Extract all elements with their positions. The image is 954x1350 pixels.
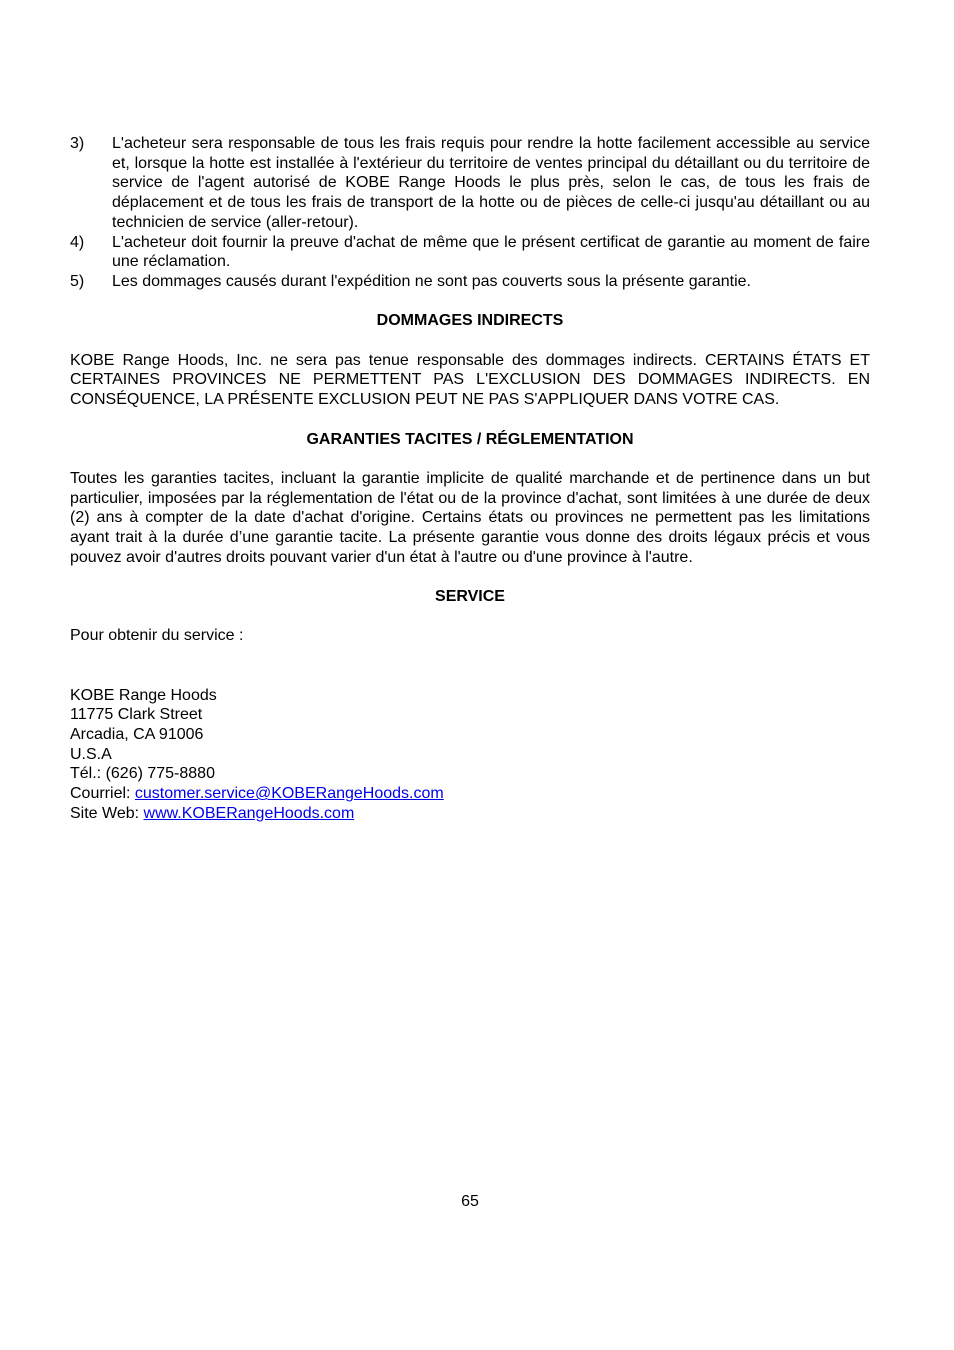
list-item-3 [70, 134, 870, 233]
contact-company: KOBE Range Hoods [70, 686, 217, 704]
contact-city: Arcadia, CA 91006 [70, 725, 204, 743]
contact-street: 11775 Clark Street [70, 706, 203, 724]
paragraph-indirect-damages: KOBE Range Hoods, Inc. ne sera pas tenue responsable des dommages indirects. CERTAINS ÉTATS ET CERTAINES PROVINCES NE PERMETTENT PAS L'EXCLUSION DES DOMMAGES INDIRECTS. EN CONSÉQUENCE, LA PRÉSENTE EXCLUSION PEUT NE PAS S'APPLIQUER DANS VOTRE CAS. [70, 351, 870, 409]
service-intro: Pour obtenir du service : [70, 627, 244, 645]
contact-email-line [70, 784, 870, 804]
document-page [70, 134, 870, 824]
email-link[interactable]: customer.service@KOBERangeHoods.com [134, 785, 444, 803]
heading-indirect-damages: DOMMAGES INDIRECTS [376, 312, 564, 330]
web-label: Site Web: [70, 804, 144, 822]
list-number: 5) [70, 272, 85, 290]
email-label: Courriel: [70, 785, 135, 803]
list-text: L'acheteur sera responsable de tous les frais requis pour rendre la hotte facilement accessible au service et, lorsque la hotte est installée à l'extérieur du territoire de ventes principal du détaillant ou du territoire de service de l'agent autorisé de KOBE Range Hoods le plus près, selon le cas, de tous les frais de déplacement et de tous les frais de transport de la hotte ou de pièces de celle-ci jusqu'au détaillant ou au technicien de service (aller-retour). [112, 135, 870, 231]
contact-country: U.S.A [70, 745, 112, 763]
list-text: L'acheteur doit fournir la preuve d'achat de même que le présent certificat de garantie au moment de faire une réclamation. [112, 233, 870, 271]
paragraph-implied-warranties: Toutes les garanties tacites, incluant la garantie implicite de qualité marchande et de pertinence dans un but particulier, imposées par la réglementation de l'état ou de la province d'achat, sont limitées à une durée de deux (2) ans à compter de la date d'achat d'origine. Certains états ou provinces ne permettent pas les limitations ayant trait à la durée d’une garantie tacite. La présente garantie vous donne des droits légaux précis et vous pouvez avoir d'autres droits pouvant varier d'un état à l'autre ou d'une province à l'autre. [70, 469, 870, 566]
heading-service: SERVICE [435, 588, 505, 606]
website-link[interactable]: www.KOBERangeHoods.com [143, 804, 355, 822]
list-number: 3) [70, 135, 85, 152]
list-item-4 [70, 233, 870, 272]
page-number: 65 [461, 1193, 479, 1210]
list-number: 4) [70, 233, 85, 251]
list-text: Les dommages causés durant l'expédition ne sont pas couverts sous la présente garantie. [112, 272, 751, 290]
contact-web-line [70, 804, 870, 824]
contact-block [70, 686, 870, 824]
list-item-5 [70, 272, 870, 292]
contact-phone: Tél.: (626) 775-8880 [70, 765, 215, 783]
heading-implied-warranties: GARANTIES TACITES / RÉGLEMENTATION [306, 430, 634, 448]
